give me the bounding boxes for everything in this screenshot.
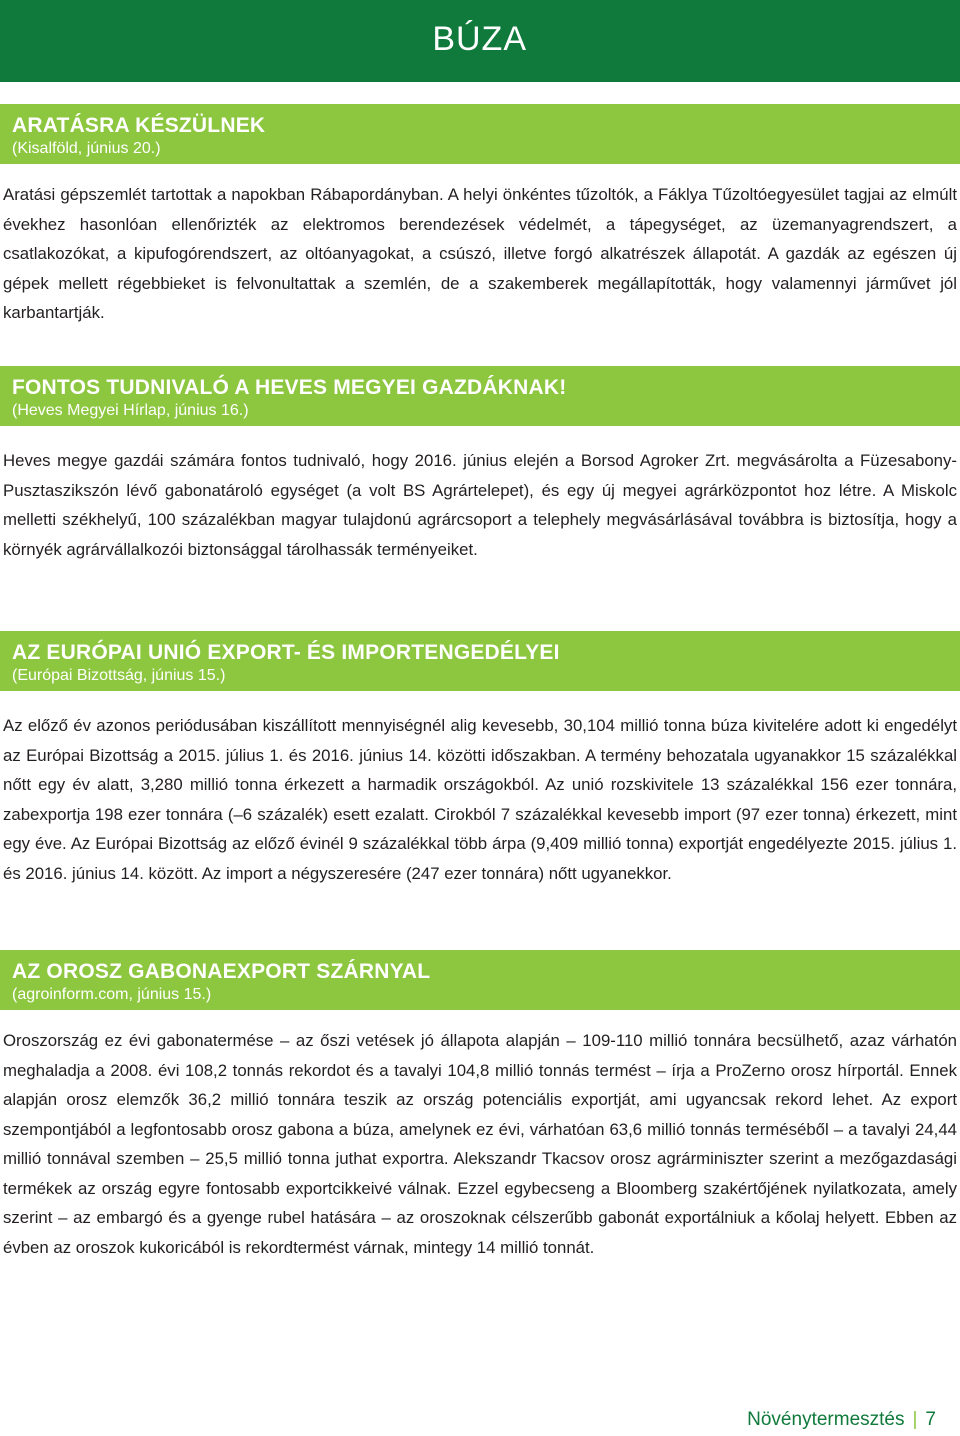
section-body-aratas: Aratási gépszemlét tartottak a napokban Rábapordányban. A helyi önkéntes tűzoltók, a Fáklya Tűzoltóegyesület tagjai az elmúlt évekhez hasonlóan ellenőrizték az elektromos berendezések védelmét, a tápegységet, az üzemanyagrendszert, a csatlakozókat, a kipufogórendszert, az oltóanyagokat, a csúszó, illetve forgó alkatrészek állapotát. A gazdák az egészen új gépek mellett régebbieket is felvonultattak a szemlén, de a szakemberek megállapították, hogy valamennyi járművet jól karbantartják. (3, 185, 957, 322)
page-footer (747, 1409, 936, 1431)
section-source: (Kisalföld, június 20.) (12, 140, 161, 157)
section-source: (agroinform.com, június 15.) (12, 986, 212, 1003)
section-body-eu: Az előző év azonos periódusában kiszállított mennyiségnél alig kevesebb, 30,104 millió tonna búza kivitelére adott ki engedélyt az Európai Bizottság a 2015. július 1. és 2016. június 14. közötti időszakban. A termény behozatala ugyanakkor 15 százalékkal nőtt egy év alatt, 3,280 millió tonna érkezett a harmadik országokból. Az unió rozskivitele 13 százalékkal 156 ezer tonnára, zabexportja 198 ezer tonnára (–6 százalék) esett ezalatt. Cirokból 7 százalékkal kevesebb import (97 ezer tonna) érkezett, mint egy éve. Az Európai Bizottság az előző évinél 9 százalékkal több árpa (9,409 millió tonna) exportját engedélyezte 2015. július 1. és 2016. június 14. között. Az import a négyszeresére (247 ezer tonnára) nőtt ugyanekkor. (3, 716, 957, 883)
section-title: AZ OROSZ GABONAEXPORT SZÁRNYAL (12, 960, 431, 983)
footer-separator: | (912, 1409, 918, 1430)
page-number: 7 (925, 1409, 936, 1430)
page-title: BÚZA (432, 20, 527, 58)
section-title: FONTOS TUDNIVALÓ A HEVES MEGYEI GAZDÁKNAK! (12, 376, 567, 399)
section-header-aratas (0, 104, 960, 164)
section-title: ARATÁSRA KÉSZÜLNEK (12, 114, 266, 137)
section-body-orosz: Oroszország ez évi gabonatermése – az őszi vetések jó állapota alapján – 109-110 millió tonnára becsülhető, azaz várhatón meghaladja a 2008. évi 108,2 tonnás rekordot és a tavalyi 104,8 millió tonnás termést – írja a ProZerno orosz hírportál. Ennek alapján orosz elemzők 36,2 millió tonnára teszik az ország potenciális exportját, ami ugyancsak rekord lehet. Az export szempontjából a legfontosabb orosz gabona a búza, amelynek ez évi, várhatóan 63,6 millió tonnás terméséből – a tavalyi 24,44 millió tonnával szemben – 25,5 millió tonna juthat exportra. Alekszandr Tkacsov orosz agrárminiszter szerint a mezőgazdasági termékek az ország egyre fontosabb exportcikkeivé válnak. Ezzel egybecseng a Bloomberg szakértőjének nyilatkozata, amely szerint – az embargó és a gyenge rubel hatására – az oroszoknak célszerűbb gabonát exportálniuk a kőolaj helyett. Ebben az évben az oroszok kukoricából is rekordtermést várnak, mintegy 14 millió tonnát. (3, 1031, 957, 1257)
footer-label: Növénytermesztés (747, 1409, 905, 1430)
section-header-eu (0, 631, 960, 691)
section-source: (Heves Megyei Hírlap, június 16.) (12, 402, 249, 419)
section-header-orosz (0, 950, 960, 1010)
section-source: (Európai Bizottság, június 15.) (12, 667, 226, 684)
section-header-heves (0, 366, 960, 426)
section-body-heves: Heves megye gazdái számára fontos tudnivaló, hogy 2016. június elején a Borsod Agroker Zrt. megvásárolta a Füzesabony-Pusztaszikszón lévő gabonatároló egységet (a volt BS Agrártelepet), és egy új megyei agrárközpontot hoz létre. A Miskolc melletti székhelyű, 100 százalékban magyar tulajdonú agrárcsoport a telephely megvásárlásával továbbra is biztosítja, hogy a környék agrárvállalkozói biztonsággal tárolhassák terményeiket. (3, 451, 957, 559)
section-title: AZ EURÓPAI UNIÓ EXPORT- ÉS IMPORTENGEDÉLYEI (12, 641, 560, 664)
page-header-banner (0, 0, 960, 82)
